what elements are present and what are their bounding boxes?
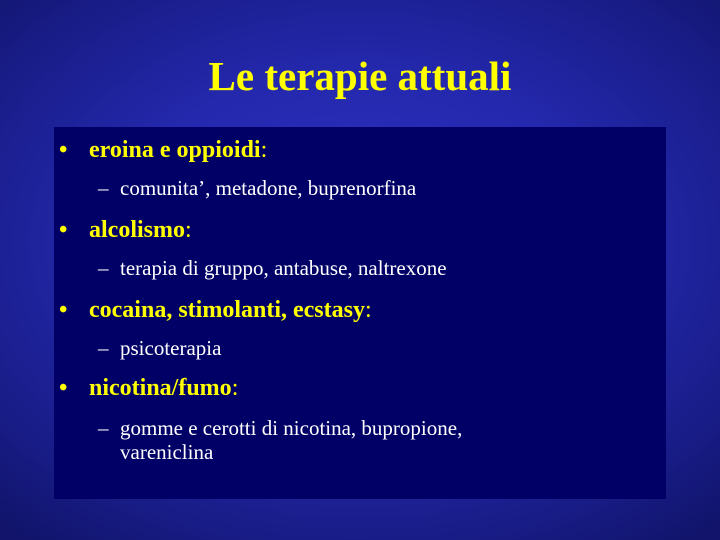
sub-item (98, 256, 638, 280)
bullet-label: nicotina/fumo (89, 375, 232, 401)
content-box (54, 127, 666, 499)
bullet-item-eroina (59, 135, 659, 165)
bullet-colon: : (231, 375, 239, 401)
dash-icon: – (98, 416, 109, 440)
slide-title: Le terapie attuali (208, 53, 512, 99)
bullet-label: eroina e oppioidi (89, 137, 261, 163)
sub-item (98, 336, 638, 360)
bullet-label: cocaina, stimolanti, ecstasy (89, 297, 365, 323)
bullet-item-alcolismo (59, 215, 659, 245)
bullet-icon: • (59, 375, 68, 401)
bullet-icon: • (59, 217, 68, 243)
sub-item (98, 416, 638, 464)
bullet-item-cocaina (59, 295, 659, 325)
sub-item-text: gomme e cerotti di nicotina, bupropione, (120, 416, 463, 440)
sub-item-text: comunita’, metadone, buprenorfina (120, 176, 417, 200)
sub-item-text: psicoterapia (120, 336, 222, 360)
bullet-icon: • (59, 137, 68, 163)
sub-item (98, 176, 638, 200)
bullet-item-nicotina (59, 373, 659, 403)
dash-icon: – (98, 176, 109, 200)
bullet-label: alcolismo (89, 217, 185, 243)
bullet-colon: : (185, 217, 192, 243)
sub-item-text: terapia di gruppo, antabuse, naltrexone (120, 256, 447, 280)
bullet-colon: : (364, 297, 372, 323)
bullet-icon: • (59, 297, 68, 323)
sub-item-text-continued: vareniclina (120, 440, 214, 464)
bullet-colon: : (260, 137, 268, 163)
dash-icon: – (98, 336, 109, 360)
dash-icon: – (98, 256, 109, 280)
